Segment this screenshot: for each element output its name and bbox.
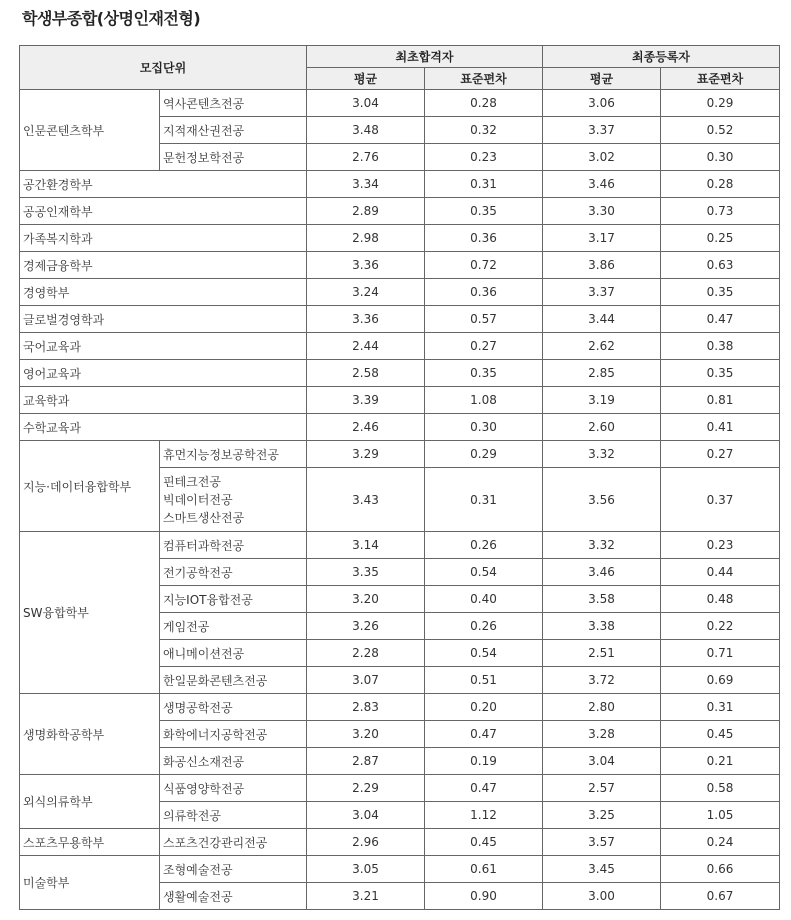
admission-table: [19, 45, 780, 910]
first-avg-cell: 2.29: [307, 775, 425, 802]
first-std-cell: 0.27: [425, 333, 543, 360]
first-avg-cell: 3.34: [307, 171, 425, 198]
first-avg-cell: 3.04: [307, 90, 425, 117]
final-std-cell: 0.73: [661, 198, 780, 225]
final-avg-cell: 3.28: [543, 721, 661, 748]
department-cell: 미술학부: [20, 856, 160, 910]
first-avg-cell: 3.39: [307, 387, 425, 414]
first-std-cell: 0.36: [425, 225, 543, 252]
final-std-cell: 0.23: [661, 532, 780, 559]
table-row: [20, 333, 780, 360]
final-std-cell: 0.41: [661, 414, 780, 441]
final-avg-cell: 3.37: [543, 279, 661, 306]
final-avg-cell: 3.72: [543, 667, 661, 694]
first-std-cell: 0.54: [425, 559, 543, 586]
first-avg-cell: 2.89: [307, 198, 425, 225]
final-std-cell: 0.66: [661, 856, 780, 883]
final-std-cell: 0.27: [661, 441, 780, 468]
first-std-cell: 0.47: [425, 721, 543, 748]
major-cell: 생활예술전공: [160, 883, 307, 910]
first-avg-cell: 2.28: [307, 640, 425, 667]
first-avg-cell: 3.35: [307, 559, 425, 586]
major-cell: 식품영양학전공: [160, 775, 307, 802]
table-row: [20, 306, 780, 333]
major-cell: 의류학전공: [160, 802, 307, 829]
department-cell: SW융합학부: [20, 532, 160, 694]
final-avg-cell: 3.45: [543, 856, 661, 883]
first-std-cell: 0.72: [425, 252, 543, 279]
major-cell: 역사콘텐츠전공: [160, 90, 307, 117]
table-row: [20, 279, 780, 306]
final-std-cell: 0.30: [661, 144, 780, 171]
first-avg-cell: 3.14: [307, 532, 425, 559]
table-row: [20, 171, 780, 198]
first-std-cell: 0.32: [425, 117, 543, 144]
final-avg-cell: 3.38: [543, 613, 661, 640]
first-avg-cell: 3.36: [307, 306, 425, 333]
final-avg-cell: 3.86: [543, 252, 661, 279]
major-cell: 컴퓨터과학전공: [160, 532, 307, 559]
final-std-cell: 0.31: [661, 694, 780, 721]
first-std-cell: 0.54: [425, 640, 543, 667]
table-row: [20, 198, 780, 225]
first-avg-cell: 3.26: [307, 613, 425, 640]
final-std-cell: 0.63: [661, 252, 780, 279]
department-cell: 가족복지학과: [20, 225, 307, 252]
major-cell: 화공신소재전공: [160, 748, 307, 775]
first-avg-cell: 3.21: [307, 883, 425, 910]
department-cell: 외식의류학부: [20, 775, 160, 829]
final-avg-cell: 3.32: [543, 441, 661, 468]
final-std-cell: 0.48: [661, 586, 780, 613]
final-std-cell: 1.05: [661, 802, 780, 829]
final-avg-cell: 2.62: [543, 333, 661, 360]
department-cell: 지능·데이터융합학부: [20, 441, 160, 532]
major-cell: [160, 468, 307, 532]
final-avg-cell: 3.46: [543, 559, 661, 586]
first-std-cell: 0.31: [425, 171, 543, 198]
first-avg-cell: 3.04: [307, 802, 425, 829]
final-avg-cell: 3.37: [543, 117, 661, 144]
final-std-cell: 0.25: [661, 225, 780, 252]
first-avg-cell: 2.44: [307, 333, 425, 360]
header-first-avg: 평균: [307, 68, 425, 90]
first-avg-cell: 3.29: [307, 441, 425, 468]
header-unit: 모집단위: [20, 46, 307, 90]
major-line: 핀테크전공: [163, 474, 221, 489]
final-std-cell: 0.29: [661, 90, 780, 117]
final-std-cell: 0.22: [661, 613, 780, 640]
table-row: [20, 387, 780, 414]
final-std-cell: 0.52: [661, 117, 780, 144]
first-avg-cell: 2.87: [307, 748, 425, 775]
table-row: [20, 532, 780, 559]
final-std-cell: 0.58: [661, 775, 780, 802]
table-row: [20, 414, 780, 441]
final-std-cell: 0.45: [661, 721, 780, 748]
major-cell: 생명공학전공: [160, 694, 307, 721]
first-avg-cell: 2.58: [307, 360, 425, 387]
major-cell: 문헌정보학전공: [160, 144, 307, 171]
final-avg-cell: 3.44: [543, 306, 661, 333]
final-std-cell: 0.37: [661, 468, 780, 532]
first-std-cell: 0.36: [425, 279, 543, 306]
department-cell: 공간환경학부: [20, 171, 307, 198]
first-avg-cell: 3.07: [307, 667, 425, 694]
first-avg-cell: 3.20: [307, 721, 425, 748]
first-std-cell: 0.57: [425, 306, 543, 333]
first-avg-cell: 3.36: [307, 252, 425, 279]
first-std-cell: 0.19: [425, 748, 543, 775]
first-avg-cell: 3.20: [307, 586, 425, 613]
final-avg-cell: 3.06: [543, 90, 661, 117]
final-avg-cell: 3.04: [543, 748, 661, 775]
first-std-cell: 0.61: [425, 856, 543, 883]
final-avg-cell: 2.85: [543, 360, 661, 387]
first-avg-cell: 3.48: [307, 117, 425, 144]
major-cell: 한일문화콘텐츠전공: [160, 667, 307, 694]
first-std-cell: 0.20: [425, 694, 543, 721]
final-std-cell: 0.21: [661, 748, 780, 775]
department-cell: 생명화학공학부: [20, 694, 160, 775]
header-final-avg: 평균: [543, 68, 661, 90]
major-line: 빅데이터전공: [163, 492, 233, 507]
final-std-cell: 0.35: [661, 279, 780, 306]
first-std-cell: 0.45: [425, 829, 543, 856]
header-first-std: 표준편차: [425, 68, 543, 90]
major-cell: 애니메이션전공: [160, 640, 307, 667]
first-avg-cell: 2.96: [307, 829, 425, 856]
first-avg-cell: 2.46: [307, 414, 425, 441]
final-avg-cell: 2.51: [543, 640, 661, 667]
department-cell: 경제금융학부: [20, 252, 307, 279]
table-row: [20, 441, 780, 468]
final-avg-cell: 2.60: [543, 414, 661, 441]
first-std-cell: 0.26: [425, 613, 543, 640]
first-std-cell: 0.47: [425, 775, 543, 802]
first-avg-cell: 2.83: [307, 694, 425, 721]
final-std-cell: 0.28: [661, 171, 780, 198]
major-cell: 스포츠건강관리전공: [160, 829, 307, 856]
major-cell: 휴먼지능정보공학전공: [160, 441, 307, 468]
first-std-cell: 0.90: [425, 883, 543, 910]
final-avg-cell: 3.30: [543, 198, 661, 225]
first-std-cell: 0.30: [425, 414, 543, 441]
department-cell: 공공인재학부: [20, 198, 307, 225]
final-std-cell: 0.71: [661, 640, 780, 667]
final-std-cell: 0.69: [661, 667, 780, 694]
final-std-cell: 0.24: [661, 829, 780, 856]
final-std-cell: 0.67: [661, 883, 780, 910]
first-avg-cell: 2.76: [307, 144, 425, 171]
final-avg-cell: 3.32: [543, 532, 661, 559]
major-cell: 조형예술전공: [160, 856, 307, 883]
final-std-cell: 0.35: [661, 360, 780, 387]
first-avg-cell: 3.24: [307, 279, 425, 306]
header-final-registered: 최종등록자: [543, 46, 780, 68]
final-std-cell: 0.81: [661, 387, 780, 414]
department-cell: 스포츠무용학부: [20, 829, 160, 856]
table-row: [20, 360, 780, 387]
major-cell: 지능IOT융합전공: [160, 586, 307, 613]
department-cell: 국어교육과: [20, 333, 307, 360]
major-cell: 전기공학전공: [160, 559, 307, 586]
first-std-cell: 0.31: [425, 468, 543, 532]
first-std-cell: 0.26: [425, 532, 543, 559]
first-std-cell: 1.08: [425, 387, 543, 414]
final-avg-cell: 3.25: [543, 802, 661, 829]
final-avg-cell: 2.80: [543, 694, 661, 721]
department-cell: 수학교육과: [20, 414, 307, 441]
first-std-cell: 0.28: [425, 90, 543, 117]
major-cell: 지적재산권전공: [160, 117, 307, 144]
department-cell: 영어교육과: [20, 360, 307, 387]
department-cell: 경영학부: [20, 279, 307, 306]
final-avg-cell: 3.57: [543, 829, 661, 856]
first-std-cell: 0.35: [425, 198, 543, 225]
header-first-admitted: 최초합격자: [307, 46, 543, 68]
first-std-cell: 0.40: [425, 586, 543, 613]
first-std-cell: 0.23: [425, 144, 543, 171]
final-std-cell: 0.47: [661, 306, 780, 333]
table-row: [20, 694, 780, 721]
first-avg-cell: 3.05: [307, 856, 425, 883]
header-final-std: 표준편차: [661, 68, 780, 90]
final-avg-cell: 3.17: [543, 225, 661, 252]
final-avg-cell: 3.19: [543, 387, 661, 414]
first-std-cell: 0.35: [425, 360, 543, 387]
final-avg-cell: 3.58: [543, 586, 661, 613]
first-std-cell: 1.12: [425, 802, 543, 829]
final-avg-cell: 2.57: [543, 775, 661, 802]
major-line: 스마트생산전공: [163, 510, 245, 525]
final-std-cell: 0.44: [661, 559, 780, 586]
table-body: [20, 90, 780, 910]
first-std-cell: 0.29: [425, 441, 543, 468]
final-std-cell: 0.38: [661, 333, 780, 360]
major-cell: 화학에너지공학전공: [160, 721, 307, 748]
table-row: [20, 775, 780, 802]
page-title: 학생부종합(상명인재전형): [22, 9, 201, 28]
first-std-cell: 0.51: [425, 667, 543, 694]
first-avg-cell: 2.98: [307, 225, 425, 252]
department-cell: 인문콘텐츠학부: [20, 90, 160, 171]
final-avg-cell: 3.02: [543, 144, 661, 171]
final-avg-cell: 3.46: [543, 171, 661, 198]
table-row: [20, 225, 780, 252]
table-row: [20, 829, 780, 856]
department-cell: 교육학과: [20, 387, 307, 414]
final-avg-cell: 3.56: [543, 468, 661, 532]
table-row: [20, 856, 780, 883]
first-avg-cell: 3.43: [307, 468, 425, 532]
table-row: [20, 252, 780, 279]
table-row: [20, 90, 780, 117]
major-cell: 게임전공: [160, 613, 307, 640]
department-cell: 글로벌경영학과: [20, 306, 307, 333]
final-avg-cell: 3.00: [543, 883, 661, 910]
